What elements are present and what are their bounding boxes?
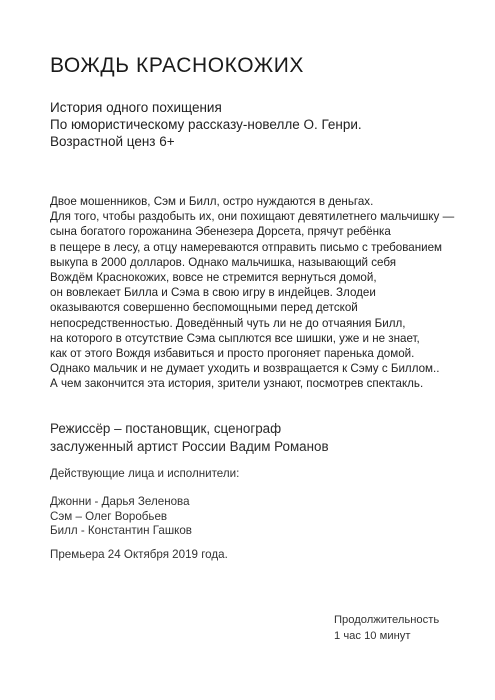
synopsis-line: Для того, чтобы раздобыть их, они похищают девятилетнего мальчишку — xyxy=(50,210,455,224)
director-credit xyxy=(50,420,329,456)
synopsis-line: непосредственностью. Доведённый чуть ли не до отчаяния Билл, xyxy=(50,316,406,330)
director-name: заслуженный артист России Вадим Романов xyxy=(50,439,329,454)
synopsis-line: Вождём Краснокожих, вовсе не стремится вернуться домой, xyxy=(50,271,377,285)
cast-list xyxy=(50,495,192,539)
subtitle-line: По юмористическому рассказу-новелле О. Генри. xyxy=(50,117,362,132)
cast-item: Сэм – Олег Воробьев xyxy=(50,509,168,523)
director-role: Режиссёр – постановщик, сценограф xyxy=(50,421,282,436)
cast-item: Джонни - Дарья Зеленова xyxy=(50,495,190,508)
subtitle-line: Возрастной ценз 6+ xyxy=(50,134,175,149)
synopsis-line: А чем закончится эта история, зрители узнают, посмотрев спектакль. xyxy=(50,377,424,391)
page-title: ВОЖДЬ КРАСНОКОЖИХ xyxy=(50,54,305,77)
synopsis-line: оказываются совершенно беспомощными перед детской xyxy=(50,301,358,315)
duration-label: Продолжительность xyxy=(334,614,440,626)
synopsis-line: в пещере в лесу, а отцу намереваются отправить письмо с требованием xyxy=(50,240,443,254)
synopsis-line: на которого в отсутствие Сэма сыплются все шишки, уже и не знает, xyxy=(50,331,420,345)
synopsis-line: выкупа в 2000 долларов. Однако мальчишка, называющий себя xyxy=(50,255,397,269)
subtitle-block xyxy=(50,99,362,150)
cast-heading: Действующие лица и исполнители: xyxy=(50,467,240,480)
cast-item: Билл - Константин Гашков xyxy=(50,524,192,537)
synopsis-line: сына богатого горожанина Эбенезера Дорсета, прячут ребёнка xyxy=(50,225,391,239)
duration-block xyxy=(334,612,439,644)
synopsis-line: как от этого Вождя избавиться и просто прогоняет паренька домой. xyxy=(50,347,415,361)
duration-value: 1 час 10 минут xyxy=(334,630,411,642)
subtitle-line: История одного похищения xyxy=(50,100,222,115)
synopsis-line: Двое мошенников, Сэм и Билл, остро нуждаются в деньгах. xyxy=(50,195,374,208)
premiere-date: Премьера 24 Октября 2019 года. xyxy=(50,548,228,561)
synopsis-paragraph xyxy=(50,194,454,392)
synopsis-line: он вовлекает Билла и Сэма в свою игру в индейцев. Злодеи xyxy=(50,286,376,300)
synopsis-line: Однако мальчик и не думает уходить и возвращается к Сэму с Биллом.. xyxy=(50,362,440,376)
